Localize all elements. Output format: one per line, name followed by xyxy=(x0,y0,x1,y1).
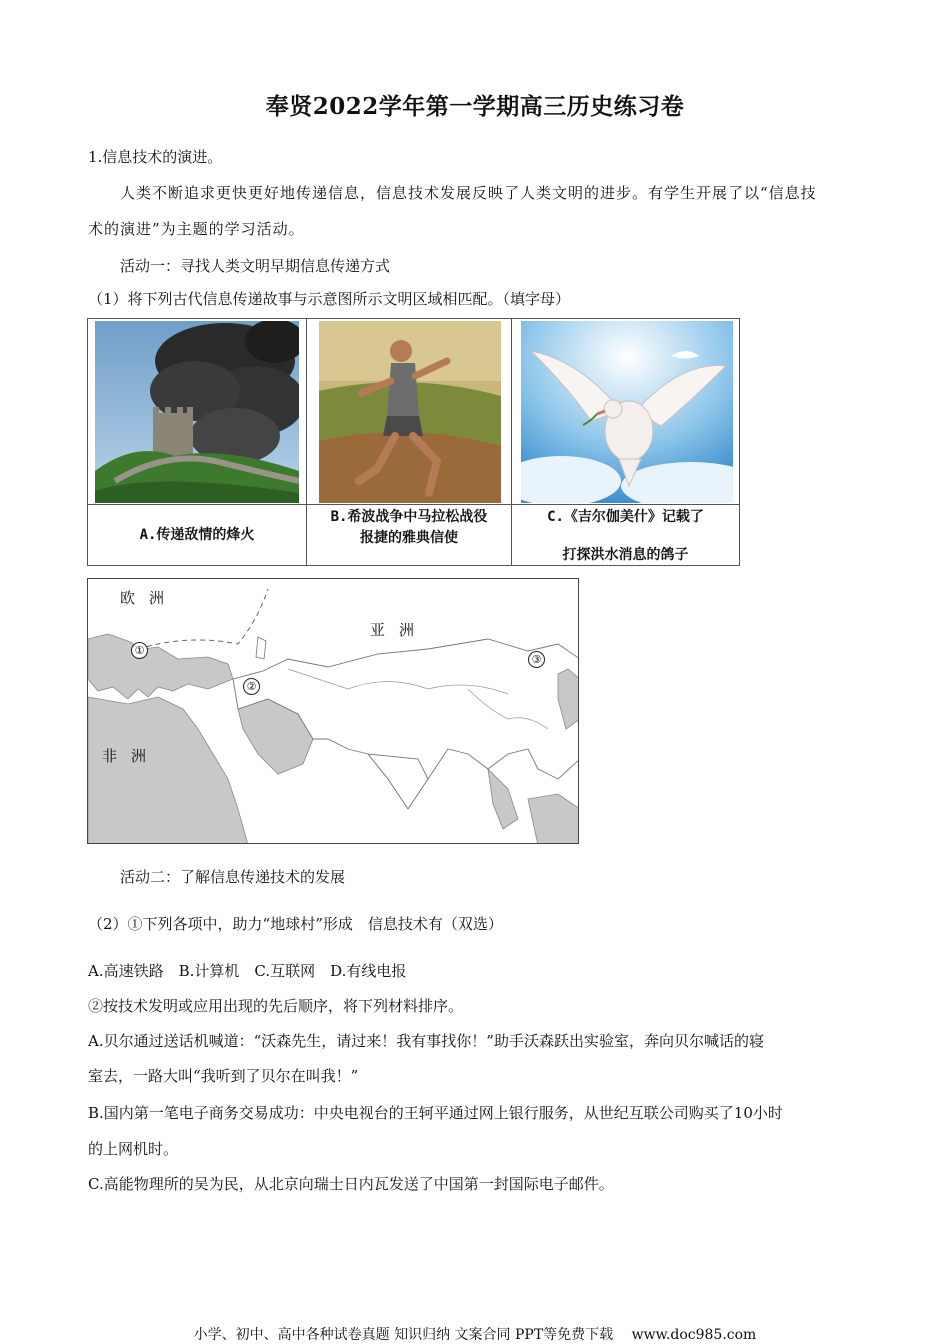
sub-question-2: （2）①下列各项中，助力“地球村”形成 信息技术有（双选） xyxy=(88,915,503,933)
caption-b-line-1: B.希波战争中马拉松战役 xyxy=(330,509,488,525)
map-label-asia: 亚洲 xyxy=(370,621,429,639)
map-marker-1: ① xyxy=(131,642,148,659)
activity-two: 活动二：了解信息传递技术的发展 xyxy=(120,868,346,886)
civilization-map xyxy=(87,578,579,844)
options-line: A.高速铁路 B.计算机 C.互联网 D.有线电报 xyxy=(88,962,407,980)
sub-question-2b: ②按技术发明或应用出现的先后顺序，将下列材料排序。 xyxy=(88,997,464,1015)
activity-one: 活动一：寻找人类文明早期信息传递方式 xyxy=(120,257,391,275)
caption-c-line-2: 打探洪水消息的鸽子 xyxy=(562,547,689,563)
caption-a: A.传递敌情的烽火 xyxy=(139,527,255,543)
material-b-line-2: 的上网机时。 xyxy=(88,1140,179,1158)
map-label-africa: 非洲 xyxy=(102,747,161,765)
beacon-fire-image xyxy=(95,321,299,503)
athenian-messenger-image xyxy=(319,321,501,503)
sub-question-1: （1）将下列古代信息传递故事与示意图所示文明区域相匹配。（填字母） xyxy=(88,290,571,308)
map-marker-2: ② xyxy=(243,678,260,695)
map-label-europe: 欧洲 xyxy=(120,589,179,607)
caption-c-line-1: C.《吉尔伽美什》记载了 xyxy=(547,509,704,525)
page-footer: 小学、初中、高中各种试卷真题 知识归纳 文案合同 PPT等免费下载 www.doc985.com xyxy=(193,1327,757,1343)
picture-table xyxy=(87,318,740,566)
dove-image xyxy=(521,321,733,503)
caption-b-line-2: 报捷的雅典信使 xyxy=(360,530,458,546)
material-a-line-2: 室去，一路大叫“我听到了贝尔在叫我！” xyxy=(88,1067,359,1085)
material-a-line-1: A.贝尔通过送话机喊道：“沃森先生，请过来！我有事找你！”助手沃森跃出实验室，奔向贝尔喊话的寝 xyxy=(88,1032,764,1050)
page-title: 奉贤2022学年第一学期高三历史练习卷 xyxy=(265,93,685,120)
intro-line-2: 术的演进”为主题的学习活动。 xyxy=(88,220,305,238)
intro-line-1: 人类不断追求更快更好地传递信息，信息技术发展反映了人类文明的进步。有学生开展了以“信息技 xyxy=(120,184,817,202)
question-heading: 1.信息技术的演进。 xyxy=(88,148,223,166)
material-c: C.高能物理所的吴为民，从北京向瑞士日内瓦发送了中国第一封国际电子邮件。 xyxy=(88,1175,614,1193)
map-marker-3: ③ xyxy=(528,651,545,668)
material-b-line-1: B.国内第一笔电子商务交易成功：中央电视台的王轲平通过网上银行服务，从世纪互联公司购买了10小时 xyxy=(88,1104,783,1122)
